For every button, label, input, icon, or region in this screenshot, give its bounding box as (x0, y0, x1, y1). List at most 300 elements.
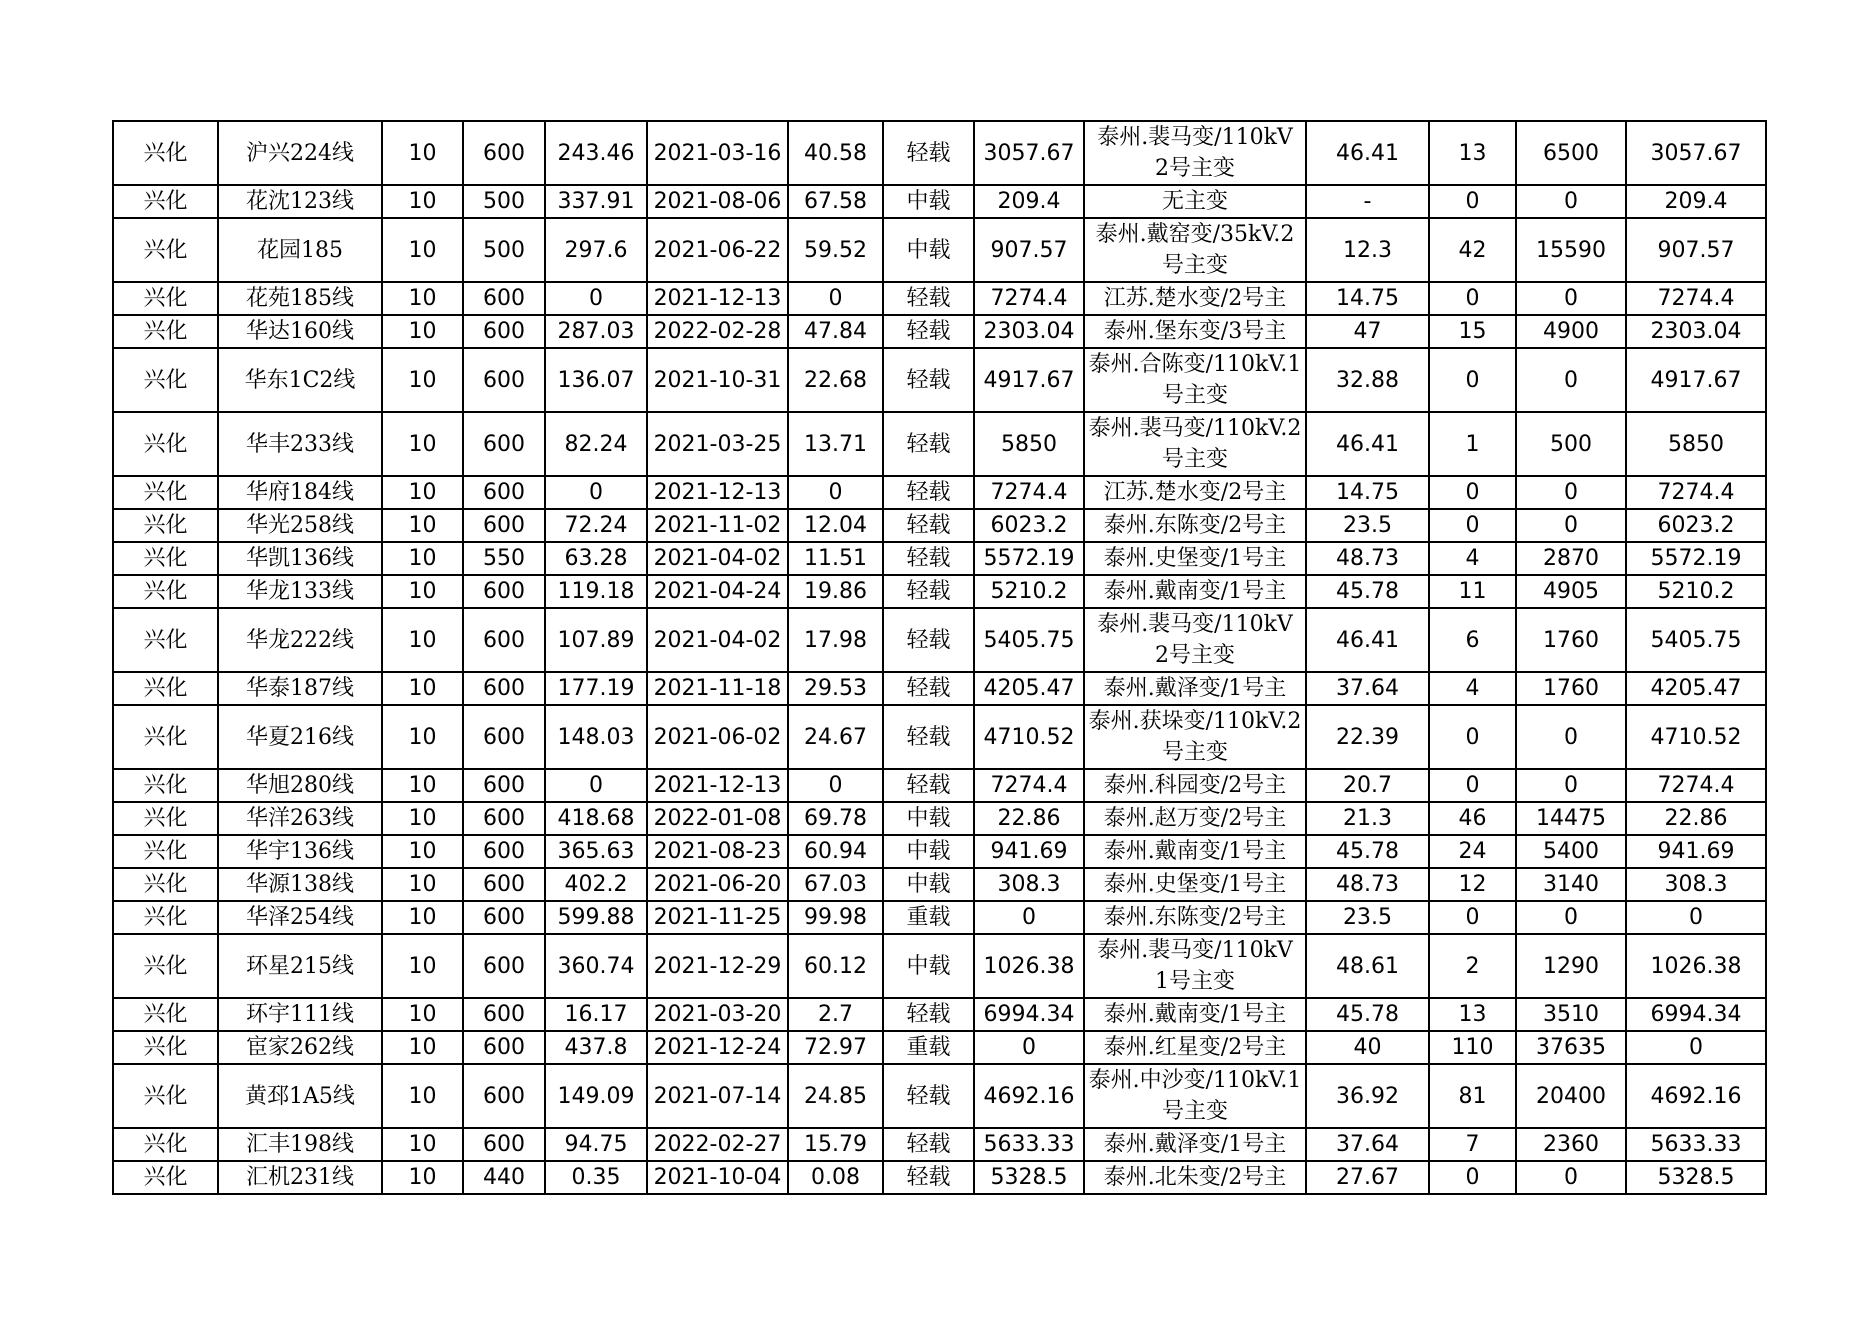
line-name-cell: 华丰233线 (218, 412, 382, 476)
available-capacity-cell: 0 (974, 1031, 1084, 1064)
load-level-cell: 轻载 (883, 348, 974, 412)
connected-capacity-cell: 5400 (1516, 835, 1626, 868)
peak-date-cell: 2022-01-08 (647, 802, 788, 835)
load-rate-cell: 0.08 (788, 1161, 883, 1194)
available-capacity-cell: 22.86 (974, 802, 1084, 835)
peak-date-cell: 2021-06-02 (647, 705, 788, 769)
available-capacity-cell: 4205.47 (974, 672, 1084, 705)
substation-transformer-cell: 泰州.戴泽变/1号主 (1084, 672, 1306, 705)
line-name-cell: 花园185 (218, 218, 382, 282)
peak-load-cell: 0 (545, 282, 647, 315)
connected-capacity-cell: 1760 (1516, 672, 1626, 705)
available-capacity-cell: 6994.34 (974, 998, 1084, 1031)
line-name-cell: 华夏216线 (218, 705, 382, 769)
peak-date-cell: 2021-10-31 (647, 348, 788, 412)
voltage-cell: 10 (382, 1128, 463, 1161)
peak-load-cell: 72.24 (545, 509, 647, 542)
available-capacity-cell: 6023.2 (974, 509, 1084, 542)
connected-capacity-cell: 20400 (1516, 1064, 1626, 1128)
rated-capacity-cell: 600 (463, 476, 545, 509)
connected-capacity-cell: 4905 (1516, 575, 1626, 608)
region-cell: 兴化 (113, 868, 218, 901)
voltage-cell: 10 (382, 1064, 463, 1128)
load-level-cell: 轻载 (883, 705, 974, 769)
connected-capacity-cell: 0 (1516, 348, 1626, 412)
load-level-cell: 轻载 (883, 542, 974, 575)
table-row (113, 315, 1766, 348)
connected-capacity-cell: 0 (1516, 185, 1626, 218)
available-capacity-cell: 7274.4 (974, 769, 1084, 802)
transformer-load-rate-cell: 46.41 (1306, 412, 1429, 476)
voltage-cell: 10 (382, 476, 463, 509)
line-name-cell: 沪兴224线 (218, 121, 382, 185)
voltage-cell: 10 (382, 121, 463, 185)
peak-load-cell: 418.68 (545, 802, 647, 835)
substation-transformer-cell: 泰州.裴马变/110kV.2号主变 (1084, 412, 1306, 476)
transformer-load-rate-cell: 21.3 (1306, 802, 1429, 835)
region-cell: 兴化 (113, 934, 218, 998)
peak-date-cell: 2021-04-24 (647, 575, 788, 608)
table-row (113, 412, 1766, 476)
load-level-cell: 轻载 (883, 412, 974, 476)
load-level-cell: 中载 (883, 802, 974, 835)
connected-capacity-cell: 4900 (1516, 315, 1626, 348)
load-rate-cell: 2.7 (788, 998, 883, 1031)
load-rate-cell: 22.68 (788, 348, 883, 412)
connected-users-cell: 2 (1429, 934, 1516, 998)
rated-capacity-cell: 600 (463, 315, 545, 348)
rated-capacity-cell: 600 (463, 934, 545, 998)
peak-date-cell: 2021-12-24 (647, 1031, 788, 1064)
voltage-cell: 10 (382, 575, 463, 608)
table-row (113, 901, 1766, 934)
connected-capacity-cell: 0 (1516, 509, 1626, 542)
transformer-load-rate-cell: 20.7 (1306, 769, 1429, 802)
peak-date-cell: 2021-06-22 (647, 218, 788, 282)
line-name-cell: 华府184线 (218, 476, 382, 509)
transformer-load-rate-cell: 48.73 (1306, 868, 1429, 901)
peak-date-cell: 2021-11-02 (647, 509, 788, 542)
load-rate-cell: 29.53 (788, 672, 883, 705)
load-level-cell: 轻载 (883, 476, 974, 509)
connected-users-cell: 1 (1429, 412, 1516, 476)
voltage-cell: 10 (382, 769, 463, 802)
region-cell: 兴化 (113, 705, 218, 769)
line-name-cell: 宦家262线 (218, 1031, 382, 1064)
table-row (113, 802, 1766, 835)
line-name-cell: 花沈123线 (218, 185, 382, 218)
remaining-capacity-cell: 941.69 (1626, 835, 1766, 868)
substation-transformer-cell: 泰州.红星变/2号主 (1084, 1031, 1306, 1064)
peak-date-cell: 2021-08-23 (647, 835, 788, 868)
substation-transformer-cell: 江苏.楚水变/2号主 (1084, 476, 1306, 509)
peak-load-cell: 119.18 (545, 575, 647, 608)
peak-date-cell: 2021-11-25 (647, 901, 788, 934)
connected-capacity-cell: 500 (1516, 412, 1626, 476)
voltage-cell: 10 (382, 672, 463, 705)
peak-load-cell: 16.17 (545, 998, 647, 1031)
table-row (113, 542, 1766, 575)
peak-date-cell: 2021-04-02 (647, 608, 788, 672)
region-cell: 兴化 (113, 672, 218, 705)
region-cell: 兴化 (113, 185, 218, 218)
load-level-cell: 轻载 (883, 121, 974, 185)
table-row (113, 835, 1766, 868)
load-rate-cell: 13.71 (788, 412, 883, 476)
remaining-capacity-cell: 5405.75 (1626, 608, 1766, 672)
line-name-cell: 华泽254线 (218, 901, 382, 934)
peak-date-cell: 2021-03-20 (647, 998, 788, 1031)
remaining-capacity-cell: 5572.19 (1626, 542, 1766, 575)
connected-capacity-cell: 2360 (1516, 1128, 1626, 1161)
load-rate-cell: 60.12 (788, 934, 883, 998)
load-rate-cell: 0 (788, 282, 883, 315)
remaining-capacity-cell: 5328.5 (1626, 1161, 1766, 1194)
rated-capacity-cell: 600 (463, 282, 545, 315)
transformer-load-rate-cell: 45.78 (1306, 575, 1429, 608)
region-cell: 兴化 (113, 835, 218, 868)
transformer-load-rate-cell: 32.88 (1306, 348, 1429, 412)
peak-load-cell: 148.03 (545, 705, 647, 769)
table-row (113, 121, 1766, 185)
available-capacity-cell: 4692.16 (974, 1064, 1084, 1128)
transformer-load-rate-cell: 37.64 (1306, 1128, 1429, 1161)
voltage-cell: 10 (382, 705, 463, 769)
peak-load-cell: 365.63 (545, 835, 647, 868)
transformer-load-rate-cell: 23.5 (1306, 509, 1429, 542)
available-capacity-cell: 0 (974, 901, 1084, 934)
available-capacity-cell: 907.57 (974, 218, 1084, 282)
peak-load-cell: 177.19 (545, 672, 647, 705)
peak-load-cell: 297.6 (545, 218, 647, 282)
connected-users-cell: 0 (1429, 769, 1516, 802)
available-capacity-cell: 4917.67 (974, 348, 1084, 412)
remaining-capacity-cell: 4710.52 (1626, 705, 1766, 769)
substation-transformer-cell: 泰州.东陈变/2号主 (1084, 509, 1306, 542)
available-capacity-cell: 2303.04 (974, 315, 1084, 348)
line-name-cell: 环星215线 (218, 934, 382, 998)
load-level-cell: 重载 (883, 901, 974, 934)
rated-capacity-cell: 600 (463, 998, 545, 1031)
substation-transformer-cell: 泰州.堡东变/3号主 (1084, 315, 1306, 348)
peak-load-cell: 337.91 (545, 185, 647, 218)
connected-users-cell: 0 (1429, 901, 1516, 934)
load-level-cell: 轻载 (883, 282, 974, 315)
table-row (113, 1128, 1766, 1161)
peak-load-cell: 94.75 (545, 1128, 647, 1161)
load-level-cell: 中载 (883, 835, 974, 868)
load-rate-cell: 0 (788, 476, 883, 509)
rated-capacity-cell: 600 (463, 868, 545, 901)
connected-capacity-cell: 6500 (1516, 121, 1626, 185)
remaining-capacity-cell: 4692.16 (1626, 1064, 1766, 1128)
rated-capacity-cell: 600 (463, 1031, 545, 1064)
substation-transformer-cell: 泰州.戴窑变/35kV.2号主变 (1084, 218, 1306, 282)
peak-date-cell: 2021-03-25 (647, 412, 788, 476)
connected-capacity-cell: 0 (1516, 282, 1626, 315)
remaining-capacity-cell: 6023.2 (1626, 509, 1766, 542)
table-row (113, 672, 1766, 705)
connected-users-cell: 7 (1429, 1128, 1516, 1161)
load-rate-cell: 24.85 (788, 1064, 883, 1128)
table-row (113, 282, 1766, 315)
line-name-cell: 华龙133线 (218, 575, 382, 608)
peak-load-cell: 0.35 (545, 1161, 647, 1194)
available-capacity-cell: 3057.67 (974, 121, 1084, 185)
voltage-cell: 10 (382, 901, 463, 934)
remaining-capacity-cell: 22.86 (1626, 802, 1766, 835)
substation-transformer-cell: 泰州.戴泽变/1号主 (1084, 1128, 1306, 1161)
remaining-capacity-cell: 1026.38 (1626, 934, 1766, 998)
available-capacity-cell: 5850 (974, 412, 1084, 476)
substation-transformer-cell: 泰州.戴南变/1号主 (1084, 575, 1306, 608)
transformer-load-rate-cell: 22.39 (1306, 705, 1429, 769)
peak-load-cell: 287.03 (545, 315, 647, 348)
available-capacity-cell: 5405.75 (974, 608, 1084, 672)
region-cell: 兴化 (113, 1064, 218, 1128)
voltage-cell: 10 (382, 282, 463, 315)
rated-capacity-cell: 600 (463, 672, 545, 705)
remaining-capacity-cell: 907.57 (1626, 218, 1766, 282)
rated-capacity-cell: 500 (463, 218, 545, 282)
available-capacity-cell: 4710.52 (974, 705, 1084, 769)
table-row (113, 998, 1766, 1031)
connected-users-cell: 0 (1429, 705, 1516, 769)
load-rate-cell: 72.97 (788, 1031, 883, 1064)
region-cell: 兴化 (113, 218, 218, 282)
table-row (113, 705, 1766, 769)
voltage-cell: 10 (382, 835, 463, 868)
voltage-cell: 10 (382, 185, 463, 218)
line-name-cell: 花苑185线 (218, 282, 382, 315)
region-cell: 兴化 (113, 412, 218, 476)
load-rate-cell: 60.94 (788, 835, 883, 868)
region-cell: 兴化 (113, 348, 218, 412)
available-capacity-cell: 941.69 (974, 835, 1084, 868)
region-cell: 兴化 (113, 282, 218, 315)
transformer-load-rate-cell: - (1306, 185, 1429, 218)
load-level-cell: 中载 (883, 868, 974, 901)
transformer-load-rate-cell: 45.78 (1306, 998, 1429, 1031)
remaining-capacity-cell: 3057.67 (1626, 121, 1766, 185)
table-body (113, 121, 1766, 1194)
region-cell: 兴化 (113, 121, 218, 185)
table-row (113, 868, 1766, 901)
peak-date-cell: 2021-04-02 (647, 542, 788, 575)
available-capacity-cell: 5328.5 (974, 1161, 1084, 1194)
substation-transformer-cell: 泰州.赵万变/2号主 (1084, 802, 1306, 835)
voltage-cell: 10 (382, 998, 463, 1031)
substation-transformer-cell: 泰州.戴南变/1号主 (1084, 835, 1306, 868)
substation-transformer-cell: 泰州.史堡变/1号主 (1084, 542, 1306, 575)
peak-load-cell: 437.8 (545, 1031, 647, 1064)
load-rate-cell: 11.51 (788, 542, 883, 575)
region-cell: 兴化 (113, 802, 218, 835)
load-rate-cell: 99.98 (788, 901, 883, 934)
peak-load-cell: 107.89 (545, 608, 647, 672)
line-name-cell: 华源138线 (218, 868, 382, 901)
substation-transformer-cell: 泰州.中沙变/110kV.1号主变 (1084, 1064, 1306, 1128)
voltage-cell: 10 (382, 509, 463, 542)
load-rate-cell: 0 (788, 769, 883, 802)
remaining-capacity-cell: 0 (1626, 901, 1766, 934)
load-level-cell: 轻载 (883, 672, 974, 705)
rated-capacity-cell: 600 (463, 835, 545, 868)
peak-load-cell: 599.88 (545, 901, 647, 934)
available-capacity-cell: 5633.33 (974, 1128, 1084, 1161)
peak-load-cell: 149.09 (545, 1064, 647, 1128)
connected-users-cell: 6 (1429, 608, 1516, 672)
load-level-cell: 轻载 (883, 509, 974, 542)
load-rate-cell: 67.58 (788, 185, 883, 218)
remaining-capacity-cell: 4917.67 (1626, 348, 1766, 412)
connected-users-cell: 0 (1429, 509, 1516, 542)
voltage-cell: 10 (382, 218, 463, 282)
load-rate-cell: 24.67 (788, 705, 883, 769)
peak-date-cell: 2022-02-28 (647, 315, 788, 348)
line-name-cell: 黄邳1A5线 (218, 1064, 382, 1128)
line-name-cell: 华旭280线 (218, 769, 382, 802)
feeder-load-table (112, 120, 1767, 1195)
remaining-capacity-cell: 0 (1626, 1031, 1766, 1064)
substation-transformer-cell: 泰州.合陈变/110kV.1号主变 (1084, 348, 1306, 412)
remaining-capacity-cell: 6994.34 (1626, 998, 1766, 1031)
rated-capacity-cell: 600 (463, 412, 545, 476)
rated-capacity-cell: 550 (463, 542, 545, 575)
table-row (113, 575, 1766, 608)
connected-users-cell: 13 (1429, 121, 1516, 185)
voltage-cell: 10 (382, 348, 463, 412)
peak-date-cell: 2021-08-06 (647, 185, 788, 218)
peak-load-cell: 136.07 (545, 348, 647, 412)
rated-capacity-cell: 600 (463, 1128, 545, 1161)
peak-date-cell: 2021-10-04 (647, 1161, 788, 1194)
load-rate-cell: 47.84 (788, 315, 883, 348)
region-cell: 兴化 (113, 575, 218, 608)
substation-transformer-cell: 泰州.裴马变/110kV 2号主变 (1084, 121, 1306, 185)
rated-capacity-cell: 440 (463, 1161, 545, 1194)
voltage-cell: 10 (382, 1161, 463, 1194)
load-rate-cell: 69.78 (788, 802, 883, 835)
remaining-capacity-cell: 4205.47 (1626, 672, 1766, 705)
connected-users-cell: 46 (1429, 802, 1516, 835)
load-level-cell: 轻载 (883, 769, 974, 802)
rated-capacity-cell: 600 (463, 802, 545, 835)
line-name-cell: 华东1C2线 (218, 348, 382, 412)
line-name-cell: 环宇111线 (218, 998, 382, 1031)
remaining-capacity-cell: 308.3 (1626, 868, 1766, 901)
peak-date-cell: 2021-06-20 (647, 868, 788, 901)
connected-users-cell: 0 (1429, 282, 1516, 315)
rated-capacity-cell: 600 (463, 121, 545, 185)
line-name-cell: 华泰187线 (218, 672, 382, 705)
load-rate-cell: 59.52 (788, 218, 883, 282)
region-cell: 兴化 (113, 476, 218, 509)
peak-load-cell: 0 (545, 769, 647, 802)
substation-transformer-cell: 泰州.东陈变/2号主 (1084, 901, 1306, 934)
region-cell: 兴化 (113, 315, 218, 348)
table-row (113, 769, 1766, 802)
transformer-load-rate-cell: 36.92 (1306, 1064, 1429, 1128)
line-name-cell: 华凯136线 (218, 542, 382, 575)
peak-date-cell: 2021-12-13 (647, 282, 788, 315)
connected-capacity-cell: 3510 (1516, 998, 1626, 1031)
load-level-cell: 轻载 (883, 575, 974, 608)
region-cell: 兴化 (113, 901, 218, 934)
voltage-cell: 10 (382, 868, 463, 901)
table-row (113, 1031, 1766, 1064)
substation-transformer-cell: 无主变 (1084, 185, 1306, 218)
remaining-capacity-cell: 5850 (1626, 412, 1766, 476)
connected-capacity-cell: 0 (1516, 901, 1626, 934)
line-name-cell: 华龙222线 (218, 608, 382, 672)
connected-users-cell: 24 (1429, 835, 1516, 868)
table-row (113, 185, 1766, 218)
peak-date-cell: 2021-03-16 (647, 121, 788, 185)
region-cell: 兴化 (113, 998, 218, 1031)
line-name-cell: 华光258线 (218, 509, 382, 542)
transformer-load-rate-cell: 46.41 (1306, 121, 1429, 185)
connected-capacity-cell: 1760 (1516, 608, 1626, 672)
available-capacity-cell: 209.4 (974, 185, 1084, 218)
region-cell: 兴化 (113, 1161, 218, 1194)
load-rate-cell: 40.58 (788, 121, 883, 185)
remaining-capacity-cell: 7274.4 (1626, 282, 1766, 315)
peak-load-cell: 63.28 (545, 542, 647, 575)
load-level-cell: 轻载 (883, 1128, 974, 1161)
connected-capacity-cell: 15590 (1516, 218, 1626, 282)
connected-capacity-cell: 3140 (1516, 868, 1626, 901)
table-row (113, 1161, 1766, 1194)
peak-date-cell: 2022-02-27 (647, 1128, 788, 1161)
remaining-capacity-cell: 2303.04 (1626, 315, 1766, 348)
peak-date-cell: 2021-12-29 (647, 934, 788, 998)
rated-capacity-cell: 600 (463, 901, 545, 934)
region-cell: 兴化 (113, 769, 218, 802)
connected-users-cell: 0 (1429, 476, 1516, 509)
connected-users-cell: 4 (1429, 542, 1516, 575)
substation-transformer-cell: 泰州.科园变/2号主 (1084, 769, 1306, 802)
transformer-load-rate-cell: 48.61 (1306, 934, 1429, 998)
connected-users-cell: 110 (1429, 1031, 1516, 1064)
region-cell: 兴化 (113, 542, 218, 575)
remaining-capacity-cell: 7274.4 (1626, 769, 1766, 802)
connected-users-cell: 11 (1429, 575, 1516, 608)
table-row (113, 348, 1766, 412)
transformer-load-rate-cell: 37.64 (1306, 672, 1429, 705)
rated-capacity-cell: 500 (463, 185, 545, 218)
load-level-cell: 轻载 (883, 608, 974, 672)
region-cell: 兴化 (113, 509, 218, 542)
connected-users-cell: 81 (1429, 1064, 1516, 1128)
substation-transformer-cell: 泰州.戴南变/1号主 (1084, 998, 1306, 1031)
load-level-cell: 重载 (883, 1031, 974, 1064)
rated-capacity-cell: 600 (463, 705, 545, 769)
peak-load-cell: 243.46 (545, 121, 647, 185)
transformer-load-rate-cell: 46.41 (1306, 608, 1429, 672)
remaining-capacity-cell: 7274.4 (1626, 476, 1766, 509)
table-row (113, 934, 1766, 998)
load-rate-cell: 12.04 (788, 509, 883, 542)
load-rate-cell: 15.79 (788, 1128, 883, 1161)
connected-capacity-cell: 1290 (1516, 934, 1626, 998)
connected-users-cell: 0 (1429, 348, 1516, 412)
load-level-cell: 轻载 (883, 1064, 974, 1128)
connected-users-cell: 0 (1429, 1161, 1516, 1194)
substation-transformer-cell: 泰州.裴马变/110kV 1号主变 (1084, 934, 1306, 998)
available-capacity-cell: 7274.4 (974, 476, 1084, 509)
rated-capacity-cell: 600 (463, 575, 545, 608)
